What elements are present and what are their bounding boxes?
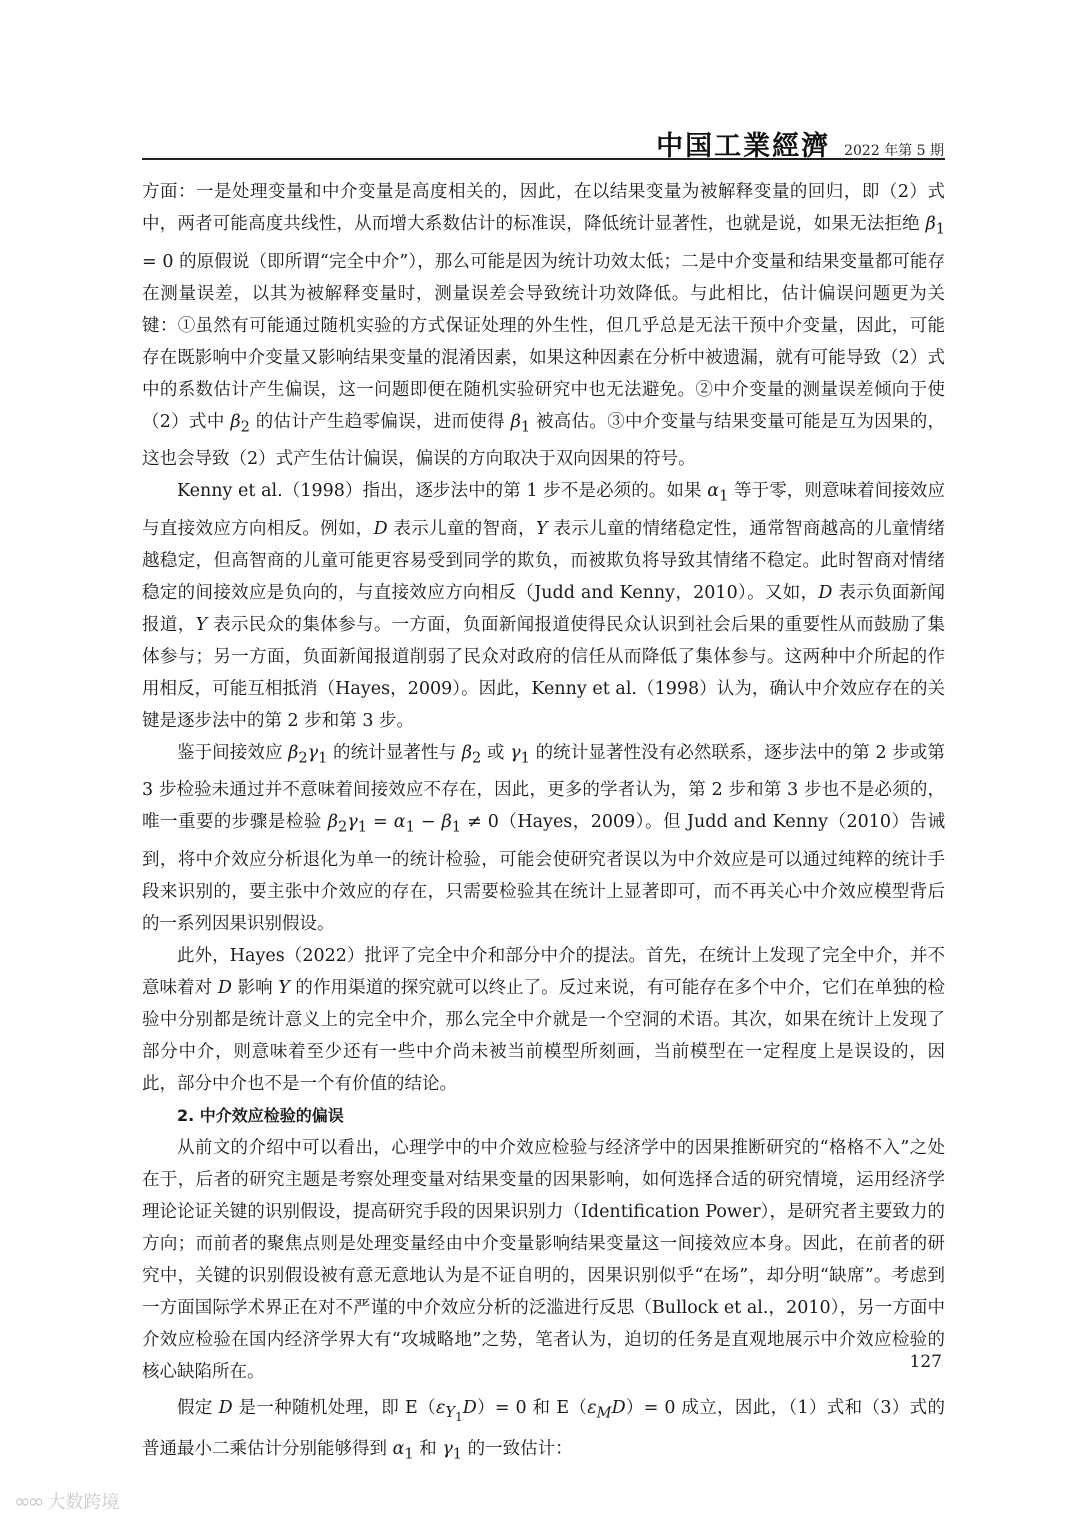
body-paragraph: 假定 D 是一种随机处理，即 $E(\varepsilon_{Y_1}D)= 0$ 和 $E(\varepsilon_MD)= 0$ 成立，因此，（1）式和（3）式的普通最小二乘估计分别能够得到 $\alpha_1$ 和 $\gamma_1$ 的一致估计： xyxy=(142,1397,945,1463)
body-paragraph: 从前文的介绍中可以看出，心理学中的中介效应检验与经济学中的因果推断研究的“格格不入”之处在于，后者的研究主题是考察处理变量对结果变量的因果影响，如何选择合适的研究情境，运用经济学理论论证关键的识别假设，提高研究手段的因果识别力（Identification Power），是研究者主要致力的方向；而前者的聚焦点则是处理变量经由中介变量影响结果变量这一间接效应本身。因此，在前者的研究中，关键的识别假设被有意无意地认为是不证自明的，因果识别似乎“在场”，却分明“缺席”。考虑到一方面国际学术界正在对不严谨的中介效应分析的泛滥进行反思（Bullock et al.，2010），另一方面中介效应检验在国内经济学界大有“攻城略地”之势，笔者认为，迫切的任务是直观地展示中介效应检验的核心缺陷所在。 xyxy=(142,1137,945,1382)
issue-label: 2022 年第 5 期 xyxy=(844,143,944,159)
article-body xyxy=(142,176,945,1470)
body-paragraph: 鉴于间接效应 $\beta_2\gamma_1$ 的统计显著性与 $\beta_2$ 或 $\gamma_1$ 的统计显著性没有必然联系，逐步法中的第 2 步或第 3 步检验未通过并不意味着间接效应不存在，因此，更多的学者认为，第 2 步和第 3 步也不是必须的，唯一重要的步骤是检验 $\beta_2\gamma_1 = \alpha_1 - \beta_1$ ≠ 0（Hayes，2009）。但 Judd and Kenny（2010）告诫到，将中介效应分析退化为单一的统计检验，可能会使研究者误以为中介效应是可以通过纯粹的统计手段来识别的，要主张中介效应的存在，只需要检验其在统计上显著即可，而不再关心中介效应模型背后的一系列因果识别假设。 xyxy=(142,742,945,934)
watermark xyxy=(14,1488,119,1514)
body-paragraph: Kenny et al.（1998）指出，逐步法中的第 1 步不是必须的。如果 $\alpha_1$ 等于零，则意味着间接效应与直接效应方向相反。例如，D 表示儿童的智商，Y 表示儿童的情绪稳定性，通常智商越高的儿童情绪越稳定，但高智商的儿童可能更容易受到同学的欺负，而被欺负将导致其情绪不稳定。此时智商对情绪稳定的间接效应是负向的，与直接效应方向相反（Judd and Kenny，2010）。又如，D 表示负面新闻报道，Y 表示民众的集体参与。一方面，负面新闻报道使得民众认识到社会后果的重要性从而鼓励了集体参与；另一方面，负面新闻报道削弱了民众对政府的信任从而降低了集体参与。这两种中介所起的作用相反，可能互相抵消（Hayes，2009）。因此，Kenny et al.（1998）认为，确认中介效应存在的关键是逐步法中的第 2 步和第 3 步。 xyxy=(142,481,946,731)
body-paragraph: 方面：一是处理变量和中介变量是高度相关的，因此，在以结果变量为被解释变量的回归，即（2）式中，两者可能高度共线性，从而增大系数估计的标准误，降低统计显著性，也就是说，如果无法拒绝 $\beta_1 = 0$ 的原假说（即所谓“完全中介”），那么可能是因为统计功效太低；二是中介变量和结果变量都可能存在测量误差，以其为被解释变量时，测量误差会导致统计功效降低。与此相比，估计偏误问题更为关键：①虽然有可能通过随机实验的方式保证处理的外生性，但几乎总是无法干预中介变量，因此，可能存在既影响中介变量又影响结果变量的混淆因素，如果这种因素在分析中被遗漏，就有可能导致（2）式中的系数估计产生偏误，这一问题即便在随机实验研究中也无法避免。②中介变量的测量误差倾向于使（2）式中 $\beta_2$ 的估计产生趋零偏误，进而使得 $\beta_1$ 被高估。③中介变量与结果变量可能是互为因果的，这也会导致（2）式产生估计偏误，偏误的方向取决于双向因果的符号。 xyxy=(142,182,946,469)
section-heading: 2. 中介效应检验的偏误 xyxy=(177,1105,344,1125)
page-number: 127 xyxy=(909,1352,942,1372)
header-rule xyxy=(142,158,945,160)
journal-title: 中国工業經濟 xyxy=(656,131,831,162)
body-paragraph: 此外，Hayes（2022）批评了完全中介和部分中介的提法。首先，在统计上发现了完全中介，并不意味着对 D 影响 Y 的作用渠道的探究就可以终止了。反过来说，有可能存在多个中介，它们在单独的检验中分别都是统计意义上的完全中介，那么完全中介就是一个空洞的术语。其次，如果在统计上发现了部分中介，则意味着至少还有一些中介尚未被当前模型所刻画，当前模型在一定程度上是误设的，因此，部分中介也不是一个有价值的结论。 xyxy=(142,945,945,1094)
watermark-text: 大数跨境 xyxy=(47,1492,120,1513)
infinity-logo-icon: ∞∞ xyxy=(14,1489,42,1513)
